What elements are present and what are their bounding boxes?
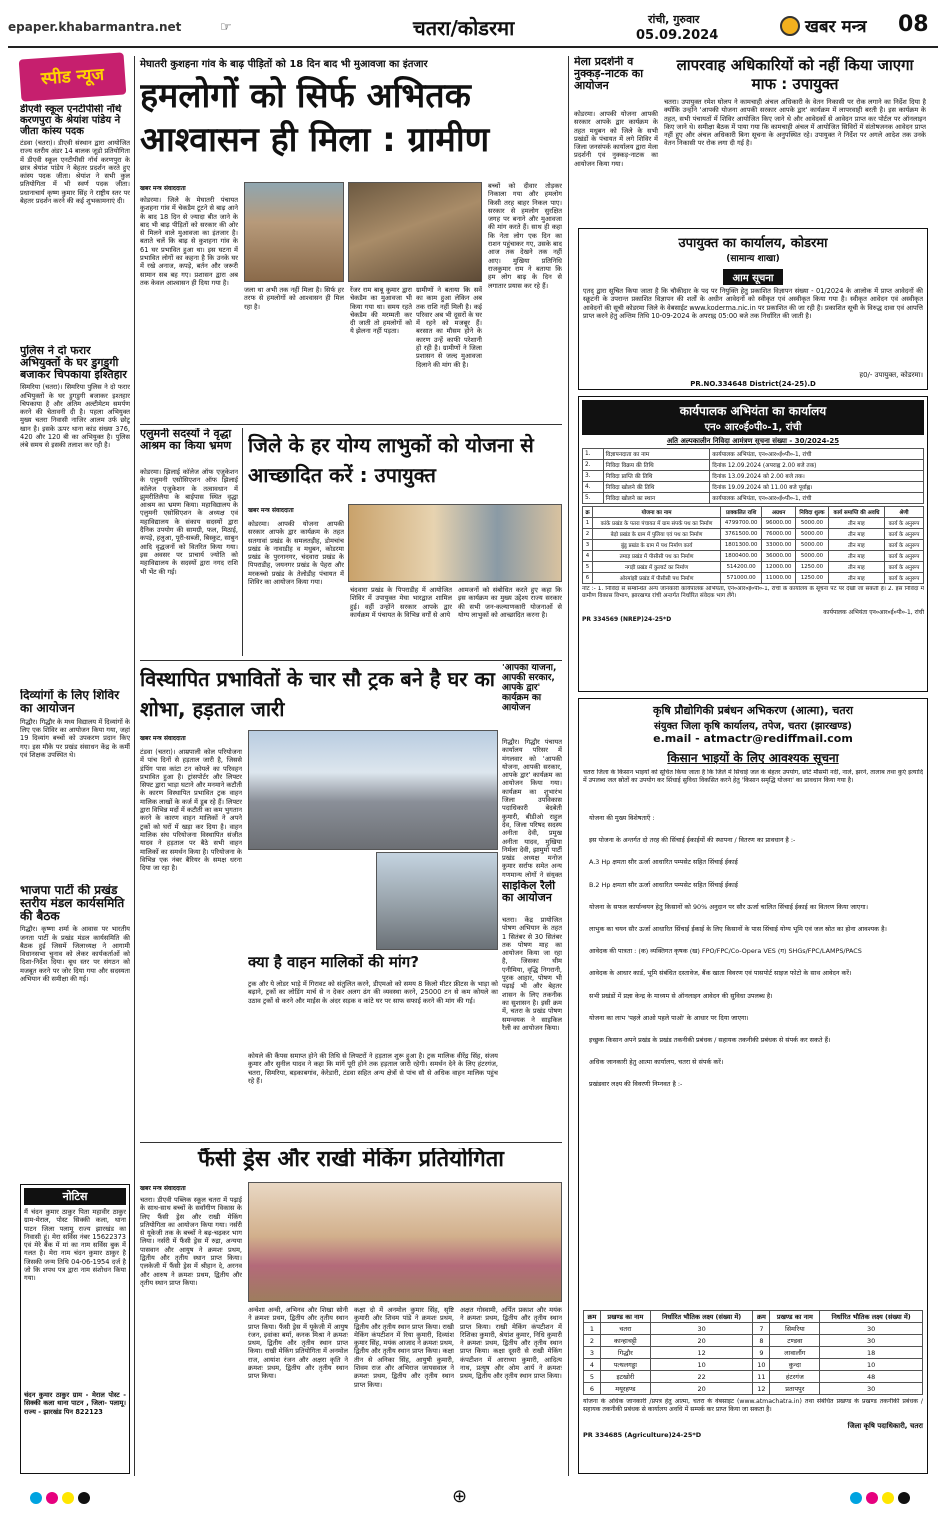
tender-row xyxy=(583,529,924,540)
tender-detail-row xyxy=(583,449,924,460)
lead-body-3: बच्चों को दीवार तोड़कर निकाला गया और हमलोग किसी तरह बाहर निकल पाए। सरकार से हमलोग सुरक्षित जगह पर बनाने और मुआवजा की मांग करते हैं। साथ ही कहा कि नेता लोग एक दिन का राशन पहुंचाकर गए, उसके बाद आज तक देखने तक नहीं आए। मुखिया प्रतिनिधि राजकुमार राम ने बताया कि हम लोग बाढ़ के दिन से लगातार प्रयास कर रहे हैं। xyxy=(488,182,562,290)
flood-photo-1 xyxy=(244,182,344,282)
atma-title-2: संयुक्त जिला कृषि कार्यालय, तपेज, चतरा (झारखण्ड) xyxy=(654,721,852,732)
dc-office-subtitle: (सामान्य शाखा) xyxy=(726,254,780,264)
fancy-body-4: अक्षत गोस्वामी, अर्पित प्रकाश और मयंक ने क्रमशः प्रथम, द्वितीय और तृतीय स्थान प्राप्त किया। राखी मेकिंग कंपटीशन में रिशिका कुमारी, श्रेयांश कुमार, निधि कुमारी ने क्रमशः प्रथम, द्वितीय और तृतीय स्थान प्राप्त किया। कक्षा दूसरी से राखी मेकिंग कंपटीशन में आराध्या कुमारी, आदित्य नाथ, प्रत्यूष और ओम आर्य ने क्रमशः प्रथम, द्वितीय और तृतीय स्थान प्राप्त किया। xyxy=(460,1306,562,1381)
lead-body-2: ग्रामीणों ने बताया कि सर्वे का काम हुआ लेकिन अब तक राशि नहीं मिली है। कई परिवार अब भी दूसरों के घर में रहने को मजबूर हैं। बरसात का मौसम होने के कारण उन्हें काफी परेशानी हो रही है। ग्रामीणों ने जिला प्रशासन से जल्द मुआवजा दिलाने की मांग की है। xyxy=(416,286,482,369)
atma-notice xyxy=(578,698,928,1474)
tender-detail-row xyxy=(583,460,924,471)
speed-item-title: डीएवी स्कूल एनटीपीसी नॉर्थ करणपुरा के श्रेयांश पांडेय ने जीता कांस्य पदक xyxy=(20,104,122,137)
tender-cell: 1 xyxy=(583,518,593,529)
column-divider xyxy=(242,428,243,656)
tender-detail-cell: कार्यपालक अभियंता, एन०आर०ई०पी०-1, रांची xyxy=(710,449,924,460)
atma-cell: 30 xyxy=(820,1323,923,1335)
tender-note: नोट :- 1. निविदा से सम्बन्धित अन्य जानकारी कार्यपालक अभियंता, एन०आर०ई०पी०-1, रांची के कार्यालय के सूचना पट पर देखी जा सकती है। 2. इस निविदा में ग्रामीण विकास विभाग, झारखण्ड रांची अन्तर्गत निर्धारित संवेदक भाग लेंगे। xyxy=(582,586,924,599)
tender-row xyxy=(583,540,924,551)
trucks-body: टंडवा (चतरा)। आम्रपाली कोल परियोजना में पांच दिनों से हड़ताल जारी है, जिससे डंपिंग पास कांटा टन कोयले का परिवहन प्रभावित हुआ है। ट्रांसपोर्टर और लिफ्टर सिफ्ट द्वारा भाड़ा घटाने और मनमाने कटौती के कारण विस्थापित प्रभावित ट्रक वाहन मालिक लाखों के कर्ज में डूब रहे हैं। लिफ्टर द्वारा विभिन्न मदों में कटौती का कम भुगतान करने के कारण वाहन मालिकों ने अपने ट्रकों को घरों में खड़ा कर दिया है। वाहन मालिक संघ परियोजना विस्थापित संजीत यादव ने हड़ताल पर बैठे सभी वाहन मालिकों का समर्थन किया है। परियोजना के विभिन्न एक नंबर बैरियर के समक्ष धरना दिया जा रहा है। xyxy=(140,748,242,873)
registration-dot xyxy=(882,1492,894,1504)
atma-cell: 2 xyxy=(584,1335,601,1347)
tender-office-2: एन० आर०ई०पी०-1, रांची xyxy=(704,422,802,433)
tender-detail-cell: 4. xyxy=(583,482,604,493)
atma-cell: 4 xyxy=(584,1359,601,1371)
tender-cell: 1250.00 xyxy=(795,562,828,573)
atma-row xyxy=(584,1335,923,1347)
tender-cell: बुंडू प्रखंड के ग्राम में पथ निर्माण कार्य xyxy=(593,540,721,551)
tender-cell: कार्य के अनुरूप xyxy=(884,562,923,573)
atma-cell: चतरा xyxy=(600,1323,650,1335)
tender-cell: तीन माह xyxy=(828,562,884,573)
atma-footer: योजना के अधिक जानकारी /प्रपत्र हेतु आत्मा, चतरा के वेबसाइट (www.atmachatra.in) तथा संबंधित प्रखण्ड के प्रखण्ड तकनीकी प्रबंधक / सहायक तकनीकी प्रबंधक से कार्यालय अवधि में सम्पर्क कर प्राप्त किया जा सकता है। xyxy=(583,1398,923,1413)
tender-column-header: कार्य समाप्ति की अवधि xyxy=(828,507,884,518)
alumni-headline: एलुमनी सदस्यों ने वृद्धा आश्रम का किया भ्रमण xyxy=(140,428,232,453)
atma-cell: 10 xyxy=(753,1359,770,1371)
tender-cell: कार्य के अनुरूप xyxy=(884,551,923,562)
flood-photo-2 xyxy=(348,182,482,282)
atma-point: लाभुक का चयन सौर ऊर्जा आधारित सिंचाई ईकाई के लिए किसानों के पास सिंचाई योग्य भूमि एवं जल स्रोत का होना आवश्यक है। xyxy=(589,925,887,934)
lead-body-1: कोडरमा। जिले के मेघातरी पंचायत कुशहना गांव में चेकडैम टूटने से बाढ़ आने के बाद 18 दिन से ज्यादा बीत जाने के बाद भी बाढ़ पीड़ितों को सरकार की ओर से मिलने वाले मुआवजा का इंतजार है। बताते चलें कि बाढ़ से कुशहना गांव के 61 घर प्रभावित हुआ था। इस घटना में प्रभावित लोगों का कहना है कि उनके घर में रखे अनाज, कपड़े, बर्तन और जरूरी सामान सब बह गए। प्रशासन द्वारा अब तक केवल आश्वासन ही दिया गया है। xyxy=(140,196,238,287)
registration-dot xyxy=(62,1492,74,1504)
tender-cell: कार्य के अनुरूप xyxy=(884,518,923,529)
atma-cell: कान्हाचट्टी xyxy=(600,1335,650,1347)
masthead xyxy=(8,8,938,48)
atma-column-header: प्रखण्ड का नाम xyxy=(600,1311,650,1323)
tender-column-header: योजना का नाम xyxy=(593,507,721,518)
fancy-photo xyxy=(248,1182,562,1302)
cursor-icon: ☞ xyxy=(220,20,232,35)
tender-cell: 5000.00 xyxy=(795,540,828,551)
atma-cell: गिद्धौर xyxy=(600,1347,650,1359)
atma-row xyxy=(584,1323,923,1335)
tender-detail-cell: निविदा प्राप्ति की तिथि xyxy=(603,471,710,482)
dc-office-body: एतद् द्वारा सूचित किया जाता है कि चौकीदार के पद पर नियुक्ति हेतु प्रकाशित विज्ञापन संख्या - 01/2024 के आलोक में प्राप्त आवेदनों की स्क्रूटनी के उपरान्त प्रकाशित विज्ञापन की शर्तों के अधीन आवेदनों को स्वीकृत एवं अस्वीकृत किया गया है। स्वीकृत आवेदन एवं अस्वीकृत आवेदनों की सूची कोडरमा जिले के वेबसाईट www.koderma.nic.in पर प्रकाशित की जा रही है। प्रकाशित सूची के विरुद्ध दावा एवं आपत्ति प्राप्त करने हेतु अन्तिम तिथि 10-09-2024 के अपराह्न 05:00 बजे तक निर्धारित की जाती है। xyxy=(583,287,923,320)
section-title: चतरा/कोडरमा xyxy=(413,16,515,40)
dc-office-pr: PR.NO.334648 District(24-25).D xyxy=(690,380,816,388)
atma-cell: 7 xyxy=(753,1323,770,1335)
atma-sign: जिला कृषि पदाधिकारी, चतरा xyxy=(847,1422,923,1430)
speed-item-body: टंडवा (चतरा)। डीएवी संस्थान द्वारा आयोजित राज्य स्तरीय अंडर 14 बालक जूडो प्रतियोगिता में डीएवी स्कूल एनटीपीसी नॉर्थ करणपुरा के छात्र श्रेयांश पांडेय ने बेहतर प्रदर्शन करते हुए कांस्य पदक जीता। श्रेयांश ने सभी कुल प्रतियोगिता में भी स्वर्ण पदक जीता। प्रधानाचार्य कृष्ण कुमार सिंह ने राष्ट्रीय स्तर पर बेहतर प्रदर्शन करने की कई शुभकामनाएं दी। xyxy=(20,139,130,206)
tender-column-header: श्रेणी xyxy=(884,507,923,518)
tender-cell: 5000.00 xyxy=(795,518,828,529)
trucks-headline: विस्थापित प्रभावितों के चार सौ ट्रक बने है घर का शोभा, हड़ताल जारी xyxy=(140,667,495,721)
speed-news-logo xyxy=(19,52,127,101)
speed-item-body: गिद्धौर। कृष्णा शर्मा के आवास पर भारतीय जनता पार्टी के प्रखंड मंडल कार्यसमिति की बैठक हुई जिसमें जिलाध्यक्ष ने आगामी विधानसभा चुनाव को लेकर कार्यकर्ताओं को दिशा-निर्देश दिया। बूथ स्तर पर संगठन को मजबूत करने पर जोर दिया गया और सदस्यता अभियान की समीक्षा की गई। xyxy=(20,925,130,983)
lead-byline: खबर मन्त्र संवाददाता xyxy=(140,185,186,192)
atma-points xyxy=(583,814,923,1306)
trucks-photo-2 xyxy=(376,852,498,950)
tender-cell: तीन माह xyxy=(828,518,884,529)
tender-cell: 11000.00 xyxy=(762,573,796,584)
atma-column-header: क्रम xyxy=(584,1311,601,1323)
speed-item-body: सिमरिया (चतरा)। सिमरिया पुलिस ने दो फरार अभियुक्तों के घर डुगडुगी बजाकर इश्तहार चिपकाया है और अंतिम अल्टीमेटम समर्पण करने की चेतावनी दी है। पहला अभियुक्त मुख्य चतरा निवासी नाजिर आलम उर्फ छोटू खान है। इसके ऊपर थाना कांड संख्या 376, 420 और 120 बी का अभियुक्त है। पुलिस लंबे समय से इसकी तलाश कर रही है। xyxy=(20,383,130,450)
atma-cell: 30 xyxy=(820,1383,923,1395)
atma-cell: टण्डवा xyxy=(770,1335,820,1347)
place-day: रांची, गुरुवार xyxy=(648,13,700,26)
registration-dot xyxy=(46,1492,58,1504)
fancy-body-2: अन्वेशा अन्वी, अभिनव और शिखा सोनी ने क्रमशः प्रथम, द्वितीय और तृतीय स्थान प्राप्त किया। फैंसी ड्रेस में यूकेजी में आयुष रंजन, इवांका बर्मा, कनक मिश्रा ने क्रमशः प्रथम, द्वितीय और तृतीय स्थान प्राप्त किया। राखी मेकिंग प्रतियोगिता में अनमोल राज, आयांश रंजन और अक्षरा कृति ने क्रमशः प्रथम, द्वितीय और तृतीय स्थान प्राप्त किया। xyxy=(248,1306,348,1381)
atma-cell: लावालौंग xyxy=(770,1347,820,1359)
tender-detail-cell: विज्ञापनदाता का नाम xyxy=(603,449,710,460)
atma-row xyxy=(584,1347,923,1359)
atma-cell: 30 xyxy=(820,1335,923,1347)
atma-point: आवेदक के आधार कार्ड, भूमि संबंधित दस्तावेज, बैंक खाता विवरण एवं पासपोर्ट साइज फोटो के साथ आवेदन करें। xyxy=(589,969,852,978)
tender-column-header: अग्रधन xyxy=(762,507,796,518)
atma-cell: मयूरहण्ड xyxy=(600,1383,650,1395)
atma-title: कृषि प्रौद्योगिकी प्रबंधन अभिकरण (आत्मा), चतरा xyxy=(653,704,853,717)
atma-point: B.2 Hp क्षमता सौर ऊर्जा आधारित पम्पसेट सहित सिंचाई ईकाई xyxy=(589,880,738,889)
tender-table xyxy=(582,506,924,584)
tender-cell: कार्य के अनुरूप xyxy=(884,540,923,551)
tender-detail-cell: दिनांक 19.09.2024 को 11.00 बजे पूर्वाह्न। xyxy=(710,482,924,493)
tender-cell: तीन माह xyxy=(828,529,884,540)
atma-point: आवेदक की पात्रता : (क) व्यक्तिगत कृषक (ख) FPO/FPC/Co-Opera VES (ग) SHGs/FPC/LAMPS/PACS xyxy=(589,947,862,956)
tender-detail-row xyxy=(583,471,924,482)
atma-point: योजना का लाभ 'पहले आओ पहले पाओ' के आधार पर दिया जाएगा। xyxy=(589,1013,749,1022)
notice-title: नोटिस xyxy=(24,1188,126,1205)
brand-circle-icon xyxy=(780,16,800,36)
tender-cell: नगड़ी प्रखंड में कुल्वर्ट का निर्माण xyxy=(593,562,721,573)
tender-row xyxy=(583,573,924,584)
tender-cell: 5000.00 xyxy=(795,529,828,540)
brand-name: खबर मन्त्र xyxy=(805,17,867,37)
atma-cell: 22 xyxy=(650,1371,753,1383)
atma-cell: सिमरिया xyxy=(770,1323,820,1335)
tender-detail-cell: 5. xyxy=(583,493,604,504)
divider xyxy=(140,424,562,425)
notice-body: मैं चंदन कुमार ठाकुर पिता महावीर ठाकुर ग्राम-मेराल, पोस्ट सिक्की कला, थाना पाटन जिला पलामू राज्य झारखंड का निवासी हूं। मेरा सर्विस नंबर 15622373 एवं मेरे बैंक में मां का नाम सर्विस बुक में गलत है। मेरा नाम चंदन कुमार ठाकुर है जिसकी जन्म तिथि 04-06-1954 दर्ज है जो कि शपथ पत्र द्वारा नाम संशोधन किया गया। xyxy=(24,1208,126,1283)
trucks-sub-body: ट्रक और ये लोडर भाड़े में गिरावट को संतुलित करने, डीएमओ को समय 8 किलो मीटर फ्रीटस के भाड़ा को बढ़ाने, ट्रकों का लोडिंग मार्च से न देकर अलग ढंग की व्यवस्था करने, 25000 टन से कम कोयले का उठाव ट्रकों से करने और माईंस के अंदर सड़क व कांटे घर पर साफ सफाई करने की मांग की गई। xyxy=(248,980,498,1005)
atma-cell: 8 xyxy=(753,1335,770,1347)
atma-intro: चतरा जिला के किसान भाइयों को सूचित किया जाता है कि जिले में सिंचाई जल के बेहतर उपयोग, छोटे मौसमी नदी, नाले, झरने, तालाब तथा कुएं इत्यादि में उपलब्ध जल स्रोतों का उपयोग कर सिंचाई सुविधा विकसित करने हेतु 'किसान समृद्धि योजना' का प्रावधान किया गया है। xyxy=(583,769,923,784)
dc-body-2: आमजनों को संबोधित करते हुए कहा कि इस कार्यक्रम का मुख्य उद्देश्य राज्य सरकार की सभी जन-कल्याणकारी योजनाओं से योग्य लाभुकों को आच्छादित करना है। xyxy=(458,586,562,619)
dc-office-sign: ह0/- उपायुक्त, कोडरमा। xyxy=(859,371,923,379)
trucks-tail: कोयले की कैंपस समाप्त होने की तिथि से लिफ्टरों ने हड़ताल शुरू हुआ है। ट्रक मालिक वीरेंद्र सिंह, संजय कुमार और सुनील यादव ने कहा कि मांगें पूरी होने तक हड़ताल जारी रहेगी। समर्थन देने के लिए हंटरगंज, चतरा, सिमरिया, बड़काबगांव, केरेडारी, टंडवा सहित अन्य क्षेत्रों से पांच सौ से अधिक वाहन मालिक पहुंच रहे हैं। xyxy=(248,1052,498,1085)
tender-column-header: क्र xyxy=(583,507,593,518)
dc-office-notice-title: आम सूचना xyxy=(723,269,784,285)
atma-cell: 18 xyxy=(820,1347,923,1359)
atma-point: योजना की मुख्य विशेषताएँ : xyxy=(589,814,655,822)
divider xyxy=(140,660,562,661)
tender-cell: तमाड़ प्रखंड में पीसीसी पथ का निर्माण xyxy=(593,551,721,562)
atma-target-table xyxy=(583,1310,923,1395)
column-divider xyxy=(134,56,135,1476)
atma-column-header: प्रखण्ड का नाम xyxy=(770,1311,820,1323)
atma-cell: 5 xyxy=(584,1371,601,1383)
atma-cell: 9 xyxy=(753,1347,770,1359)
aapki-headline: 'आपकी योजना, आपकी सरकार, आपके द्वार' कार्यक्रम का आयोजन xyxy=(502,664,557,713)
tender-cell: 6 xyxy=(583,573,593,584)
crosshair-icon: ⊕ xyxy=(452,1486,468,1507)
careless-headline: लापरवाह अधिकारियों को नहीं किया जाएगा माफ : उपायुक्त xyxy=(676,56,914,93)
tender-cell: ओरमांझी प्रखंड में पीसीसी पथ निर्माण xyxy=(593,573,721,584)
atma-cell: 10 xyxy=(650,1359,753,1371)
dc-headline: जिले के हर योग्य लाभुकों को योजना से आच्छादित करें : उपायुक्त xyxy=(248,433,534,487)
registration-dot xyxy=(898,1492,910,1504)
atma-column-header: निर्धारित भौतिक लक्ष्य (संख्या में) xyxy=(820,1311,923,1323)
fancy-headline: फैंसी ड्रेस और राखी मेकिंग प्रतियोगिता xyxy=(197,1148,505,1172)
atma-cell: 3 xyxy=(584,1347,601,1359)
speed-news-column xyxy=(20,104,130,1176)
tender-row xyxy=(583,551,924,562)
tender-notice xyxy=(578,396,928,692)
atma-notice-title: किसान भाइयों के लिए आवश्यक सूचना xyxy=(667,751,839,765)
tender-cell: 2 xyxy=(583,529,593,540)
tender-header xyxy=(582,400,924,435)
notice-title-wrap xyxy=(583,266,923,285)
site-url[interactable]: epaper.khabarmantra.net xyxy=(8,20,182,34)
atma-point: A.3 Hp क्षमता सौर ऊर्जा आधारित पम्पसेट सहित सिंचाई ईकाई xyxy=(589,858,738,867)
tender-cell: 36000.00 xyxy=(762,551,796,562)
atma-cell: कुन्दा xyxy=(770,1359,820,1371)
dc-body-1: कोडरमा। आपकी योजना आपकी सरकार आपके द्वार कार्यक्रम के तहत सतगावां प्रखंड के समलतड़ीह, डोमचांच प्रखंड के नावाडीह व मधुबन, कोडरमा प्रखंड के पुरनानगर, चंदवारा प्रखंड के पिपराडीह, जयनगर प्रखंड के पेहरा और मरकच्चो प्रखंड के तेलोडीह पंचायत में शिविर का आयोजन किया गया। xyxy=(248,520,344,587)
tender-cell: 514200.00 xyxy=(721,562,762,573)
tender-detail-cell: 2. xyxy=(583,460,604,471)
atma-cell: हंटरगंज xyxy=(770,1371,820,1383)
atma-point: प्रखंडवार लक्ष्य की विवरणी निम्नवत है :- xyxy=(589,1080,683,1089)
atma-point: योजना के सफल कार्यान्वयन हेतु किसानों को 90% अनुदान पर सौर ऊर्जा चालित सिंचाई ईकाई का वितरण किया जाएगा। xyxy=(589,902,869,911)
speed-news-label: स्पीड न्यूज xyxy=(40,64,105,90)
dc-office-title: उपायुक्त का कार्यालय, कोडरमा xyxy=(678,236,828,251)
tender-cell: कार्य के अनुरूप xyxy=(884,573,923,584)
tender-pr: PR 334569 (NREP)24-25*D xyxy=(582,616,672,623)
aapki-body: गिद्धौर। गिद्धौर पंचायत कार्यालय परिसर में मंगलवार को 'आपकी योजना, आपकी सरकार, आपके द्वार' कार्यक्रम का आयोजन किया गया। कार्यक्रम का शुभारंभ जिला उपविकास पदाधिकारी बेदबेती कुमारी, बीडीओ राहुल देव, जिला परिषद सदस्य अनीता देवी, प्रमुख अनीता यादव, मुखिया निर्मला देवी, झामुमो पार्टी प्रखंड अध्यक्ष मनोज कुमार सर्राफ समेत अन्य गणमान्य लोगों ने संयुक्त xyxy=(502,738,562,878)
trucks-sub-headline: क्या है वाहन मालिकों की मांग? xyxy=(248,954,419,971)
mela-body: कोडरमा। आपकी योजना आपकी सरकार आपके द्वार कार्यक्रम के तहत मधुबन को जिले के सभी प्रखंडों के पंचायत में लगे शिविर में जिला जनसंपर्क कार्यालय द्वारा मेला प्रदर्शनी एवं नुक्कड़-नाटक का आयोजन किया गया। xyxy=(574,110,658,168)
lead-headline: हमलोगों को सिर्फ अभितक आश्वासन ही मिला : ग्रामीण xyxy=(140,76,490,160)
atma-point: इस योजना के अन्तर्गत दो तरह की सिंचाई ईकाईयों की स्थापना / वितरण का प्रावधान है :- xyxy=(589,836,796,845)
tender-detail-cell: निविदा विक्रय की तिथि xyxy=(603,460,710,471)
tender-cell: 76000.00 xyxy=(762,529,796,540)
tender-detail-cell: निविदा खोलने का स्थान xyxy=(603,493,710,504)
atma-cell: 10 xyxy=(820,1359,923,1371)
atma-cell: 12 xyxy=(753,1383,770,1395)
atma-cell: 48 xyxy=(820,1371,923,1383)
dc-photo xyxy=(348,504,562,582)
tender-cell: 5 xyxy=(583,562,593,573)
issue-date: 05.09.2024 xyxy=(636,28,719,43)
speed-item-title: पुलिस ने दो फरार अभियुक्तों के घर डुगडुगी बजाकर चिपकाया इश्तिहार xyxy=(20,345,127,382)
atma-column-header: क्रम xyxy=(753,1311,770,1323)
tender-cell: तीन माह xyxy=(828,551,884,562)
atma-point: सभी प्रखंडों में प्रज्ञा केन्द्र के माध्यम से ऑनलाइन आवेदन की सुविधा उपलब्ध है। xyxy=(589,991,773,1000)
divider xyxy=(140,1142,562,1143)
atma-point: अधिक जानकारी हेतु आत्मा कार्यालय, चतरा से संपर्क करें। xyxy=(589,1058,724,1067)
tender-cell: 33000.00 xyxy=(762,540,796,551)
tender-cell: 3761500.00 xyxy=(721,529,762,540)
tender-detail-row xyxy=(583,493,924,504)
cycle-body: चतरा। केंद्र प्रायोजित पोषण अभियान के तहत 1 सितंबर से 30 सितंबर तक पोषण माह का आयोजन किया जा रहा है, जिसका थीम एनीमिया, वृद्धि निगरानी, पूरक आहार, पोषण भी पढ़ाई भी और बेहतर शासन के लिए तकनीक का सुशासन है। इसी क्रम में, चतरा के प्रखंड पोषण समन्वयक ने साइकिल रैली का आयोजन किया। xyxy=(502,916,562,1032)
trucks-byline: खबर मन्त्र संवाददाता xyxy=(140,735,186,742)
mela-headline: मेला प्रदर्शनी व नुक्कड़-नाटक का आयोजन xyxy=(574,56,644,93)
tender-detail-cell: 1. xyxy=(583,449,604,460)
tender-detail-row xyxy=(583,482,924,493)
lead-caption-1: जला था अभी तक नहीं मिला है। सिर्फ हर तरफ से हमलोगों को आश्वासन ही मिल रहा है। xyxy=(244,286,344,311)
atma-email[interactable]: e.mail - atmactr@rediffmail.com xyxy=(653,732,853,745)
tender-detail-cell: दिनांक 12.09.2024 (अपराह्न 2.00 बजे तक) xyxy=(710,460,924,471)
speed-item-body: गिद्धौर। गिद्धौर के मध्य विद्यालय में दिव्यांगों के लिए एक शिविर का आयोजन किया गया, जहां 19 दिव्यांग बच्चों को उपकरण प्रदान किए गए। इस मौके पर प्रखंड संसाधन केंद्र के कर्मी एवं शिक्षक उपस्थित थे। xyxy=(20,717,130,759)
tender-cell: 1801300.00 xyxy=(721,540,762,551)
atma-row xyxy=(584,1371,923,1383)
tender-cell: 1250.00 xyxy=(795,573,828,584)
notice-sign: चंदन कुमार ठाकुर ग्राम - मेराल पोस्ट - सिक्की कला थाना पाटन , जिला- पलामू। राज्य - झारखंड पिन 822123 xyxy=(24,1391,126,1416)
tender-cell: कार्य के अनुरूप xyxy=(884,529,923,540)
speed-item-title: दिव्यांगों के लिए शिविर का आयोजन xyxy=(20,689,120,716)
atma-cell: 11 xyxy=(753,1371,770,1383)
careless-body: चतरा। उपायुक्त रमेश घोलप ने कामचाही अंचल अधिकारी के वेतन निकासी पर रोक लगाने का निर्देश दिया है क्योंकि उन्होंने 'आपकी योजना आपकी सरकार आपके द्वार' कार्यक्रम में लापरवाही बरती है। इस कार्यक्रम के तहत, सभी पंचायतों में शिविर आयोजित किए जाने थे और आवेदकों से आवेदन प्राप्त कर पोर्टल पर ऑनलाइन किए जाने थे। समीक्षा बैठक में पाया गया कि कामचाही अंचल में आयोजित सिविरों में संतोषजनक आवेदन प्राप्त नहीं हुए और अंचल अधिकारी बिना सूचना के अनुपस्थित रहे। उपायुक्त ने निर्देश पर अगले आदेश तक उनके वेतन निकासी पर रोक लगा दी गई है। xyxy=(664,98,926,148)
tender-column-header: प्राक्कलित राशि xyxy=(721,507,762,518)
atma-cell: 20 xyxy=(650,1335,753,1347)
notice-box xyxy=(20,1184,130,1474)
registration-dot xyxy=(850,1492,862,1504)
tender-detail-cell: कार्यपालक अभियंता, एन०आर०ई०पी०-1, रांची xyxy=(710,493,924,504)
trucks-photo xyxy=(248,730,498,850)
atma-row xyxy=(584,1383,923,1395)
cycle-headline: साइकिल रैली का आयोजन xyxy=(502,880,556,905)
dc-byline: खबर मन्त्र संवाददाता xyxy=(248,507,294,514)
tender-cell: 4799700.00 xyxy=(721,518,762,529)
atma-column-header: निर्धारित भौतिक लक्ष्य (संख्या में) xyxy=(650,1311,753,1323)
atma-cell: इटखोरी xyxy=(600,1371,650,1383)
fancy-body-3: कक्षा दो में अनमोल कुमार सिंह, सृष्टि कुमारी और शिवम पांडे ने क्रमशः प्रथम, द्वितीय और तृतीय स्थान प्राप्त किया। राखी मेकिंग कंपटीशन में रिया कुमारी, दिव्यांश कुमार सिंह, मयंक आजाद ने क्रमशः प्रथम, द्वितीय और तृतीय स्थान प्राप्त किया। कक्षा तीन से अनिका सिंह, आयुषी कुमारी, शिवम राज और अभिराज जायसवाल ने क्रमशः प्रथम, द्वितीय और तृतीय स्थान प्राप्त किया। xyxy=(354,1306,454,1389)
tender-cell: 12000.00 xyxy=(762,562,796,573)
tender-cell: तीन माह xyxy=(828,540,884,551)
dc-caption: चंदवारा प्रखंड के पिपराडीह में आयोजित शिविर में उपायुक्त मेघा भारद्वाज शामिल हुई। वहीं उन्होंने सरकार आपके द्वार कार्यक्रम में पंचायत के विभिन्न वर्गों से आये xyxy=(350,586,452,619)
atma-point: इच्छुक किसान अपने प्रखंड के प्रखंड तकनीकी प्रबंधक / सहायक तकनीकी प्रबंधक से संपर्क कर सकते हैं। xyxy=(589,1036,831,1045)
tender-cell: 96000.00 xyxy=(762,518,796,529)
tender-cell: 5000.00 xyxy=(795,551,828,562)
tender-details xyxy=(582,448,924,504)
tender-cell: 3 xyxy=(583,540,593,551)
tender-sign: कार्यपालक अभियंता एन०आर०ई०पी०-1, रांची xyxy=(823,609,924,616)
atma-cell: 30 xyxy=(650,1323,753,1335)
atma-cell: 20 xyxy=(650,1383,753,1395)
lead-caption-2: रेंजर राम बाबू कुमार द्वारा चेकडैम का मुआवजा भी किया गया था। समय रहते चेकडैम की मरम्मती कर दी जाती तो हमलोगों को ये झेलना नहीं पड़ता। xyxy=(350,286,412,336)
registration-dot xyxy=(866,1492,878,1504)
tender-cell: कांके प्रखंड के पतरा पंचायत में ग्राम संपर्क पथ का निर्माण xyxy=(593,518,721,529)
brand-logo xyxy=(780,14,867,37)
tender-cell: 4 xyxy=(583,551,593,562)
fancy-body-1: चतरा। डीएवी पब्लिक स्कूल चतरा में पढ़ाई के साथ-साथ बच्चों के सर्वांगीण विकास के लिए फैंसी ड्रेस और राखी मेकिंग प्रतियोगिता का आयोजन किया गया। नर्सरी से यूकेजी तक के बच्चों ने बढ़-चढ़कर भाग लिया। नर्सरी में फैंसी ड्रेस में रुद्रा, अन्यया पासवान और आयुष ने क्रमशः प्रथम, द्वितीय और तृतीय स्थान प्राप्त किया। एलकेजी में फैंसी ड्रेस में श्रीहान दे, अरनव और आरुष ने क्रमशः प्रथम, द्वितीय और तृतीय स्थान प्राप्त किया। xyxy=(140,1196,242,1287)
tender-detail-cell: निविदा खोलने की तिथि xyxy=(603,482,710,493)
tender-cell: 571000.00 xyxy=(721,573,762,584)
tender-detail-cell: 3. xyxy=(583,471,604,482)
tender-detail-cell: दिनांक 13.09.2024 को 2.00 बजे तक। xyxy=(710,471,924,482)
atma-cell: प्रतापपुर xyxy=(770,1383,820,1395)
fancy-byline: खबर मन्त्र संवाददाता xyxy=(140,1185,186,1192)
tender-cell: तीन माह xyxy=(828,573,884,584)
tender-row xyxy=(583,518,924,529)
registration-dot xyxy=(78,1492,90,1504)
atma-cell: 12 xyxy=(650,1347,753,1359)
tender-office: कार्यपालक अभियंता का कार्यालय xyxy=(679,404,827,418)
atma-cell: पत्थलगड्डा xyxy=(600,1359,650,1371)
tender-cell: 1800400.00 xyxy=(721,551,762,562)
column-divider xyxy=(568,56,569,1476)
page-number: 08 xyxy=(898,12,929,37)
speed-item-title: भाजपा पार्टी की प्रखंड स्तरीय मंडल कार्यसमिति की बैठक xyxy=(20,883,125,924)
atma-cell: 6 xyxy=(584,1383,601,1395)
atma-row xyxy=(584,1359,923,1371)
tender-column-header: निविदा शुल्क xyxy=(795,507,828,518)
lead-kicker: मेघातरी कुशहना गांव के बाढ़ पीड़ितों को 18 दिन बाद भी मुआवजा का इंतजार xyxy=(140,59,428,70)
tender-cell: बेड़ो प्रखंड के ग्राम में पुलिया एवं पथ का निर्माण xyxy=(593,529,721,540)
atma-pr: PR 334685 (Agriculture)24-25*D xyxy=(583,1431,702,1439)
atma-cell: 1 xyxy=(584,1323,601,1335)
tender-notice-no: अति अल्पकालीन निविदा आमंत्रण सूचना संख्या - 30/2024-25 xyxy=(666,437,840,445)
alumni-body: कोडरमा। झिलाई कॉलेज ऑफ एजुकेशन के एलुमनी एसोसिएशन ऑफ झिलाई कॉलेज एजुकेशन के तत्वावधान में झुमरीतिलैया के बाईपास स्थित वृद्धा आश्रम का भ्रमण किया। महाविद्यालय के एलुमनी एसोसिएशन के अध्यक्ष एवं महाविद्यालय के संकाय सदस्यों द्वारा दैनिक उपयोग की सामग्री, फल, मिठाई, कपड़े, हलुआ, पूरी-सब्जी, बिस्कुट, साबुन आदि वृद्धजनों को वितरित किया गया। इस अवसर पर प्राचार्य ज्योति को महाविद्यालय के सदस्यों द्वारा नगद राशि भी भेंट की गई। xyxy=(140,468,238,576)
tender-row xyxy=(583,562,924,573)
registration-dot xyxy=(30,1492,42,1504)
dc-office-notice xyxy=(578,228,928,390)
